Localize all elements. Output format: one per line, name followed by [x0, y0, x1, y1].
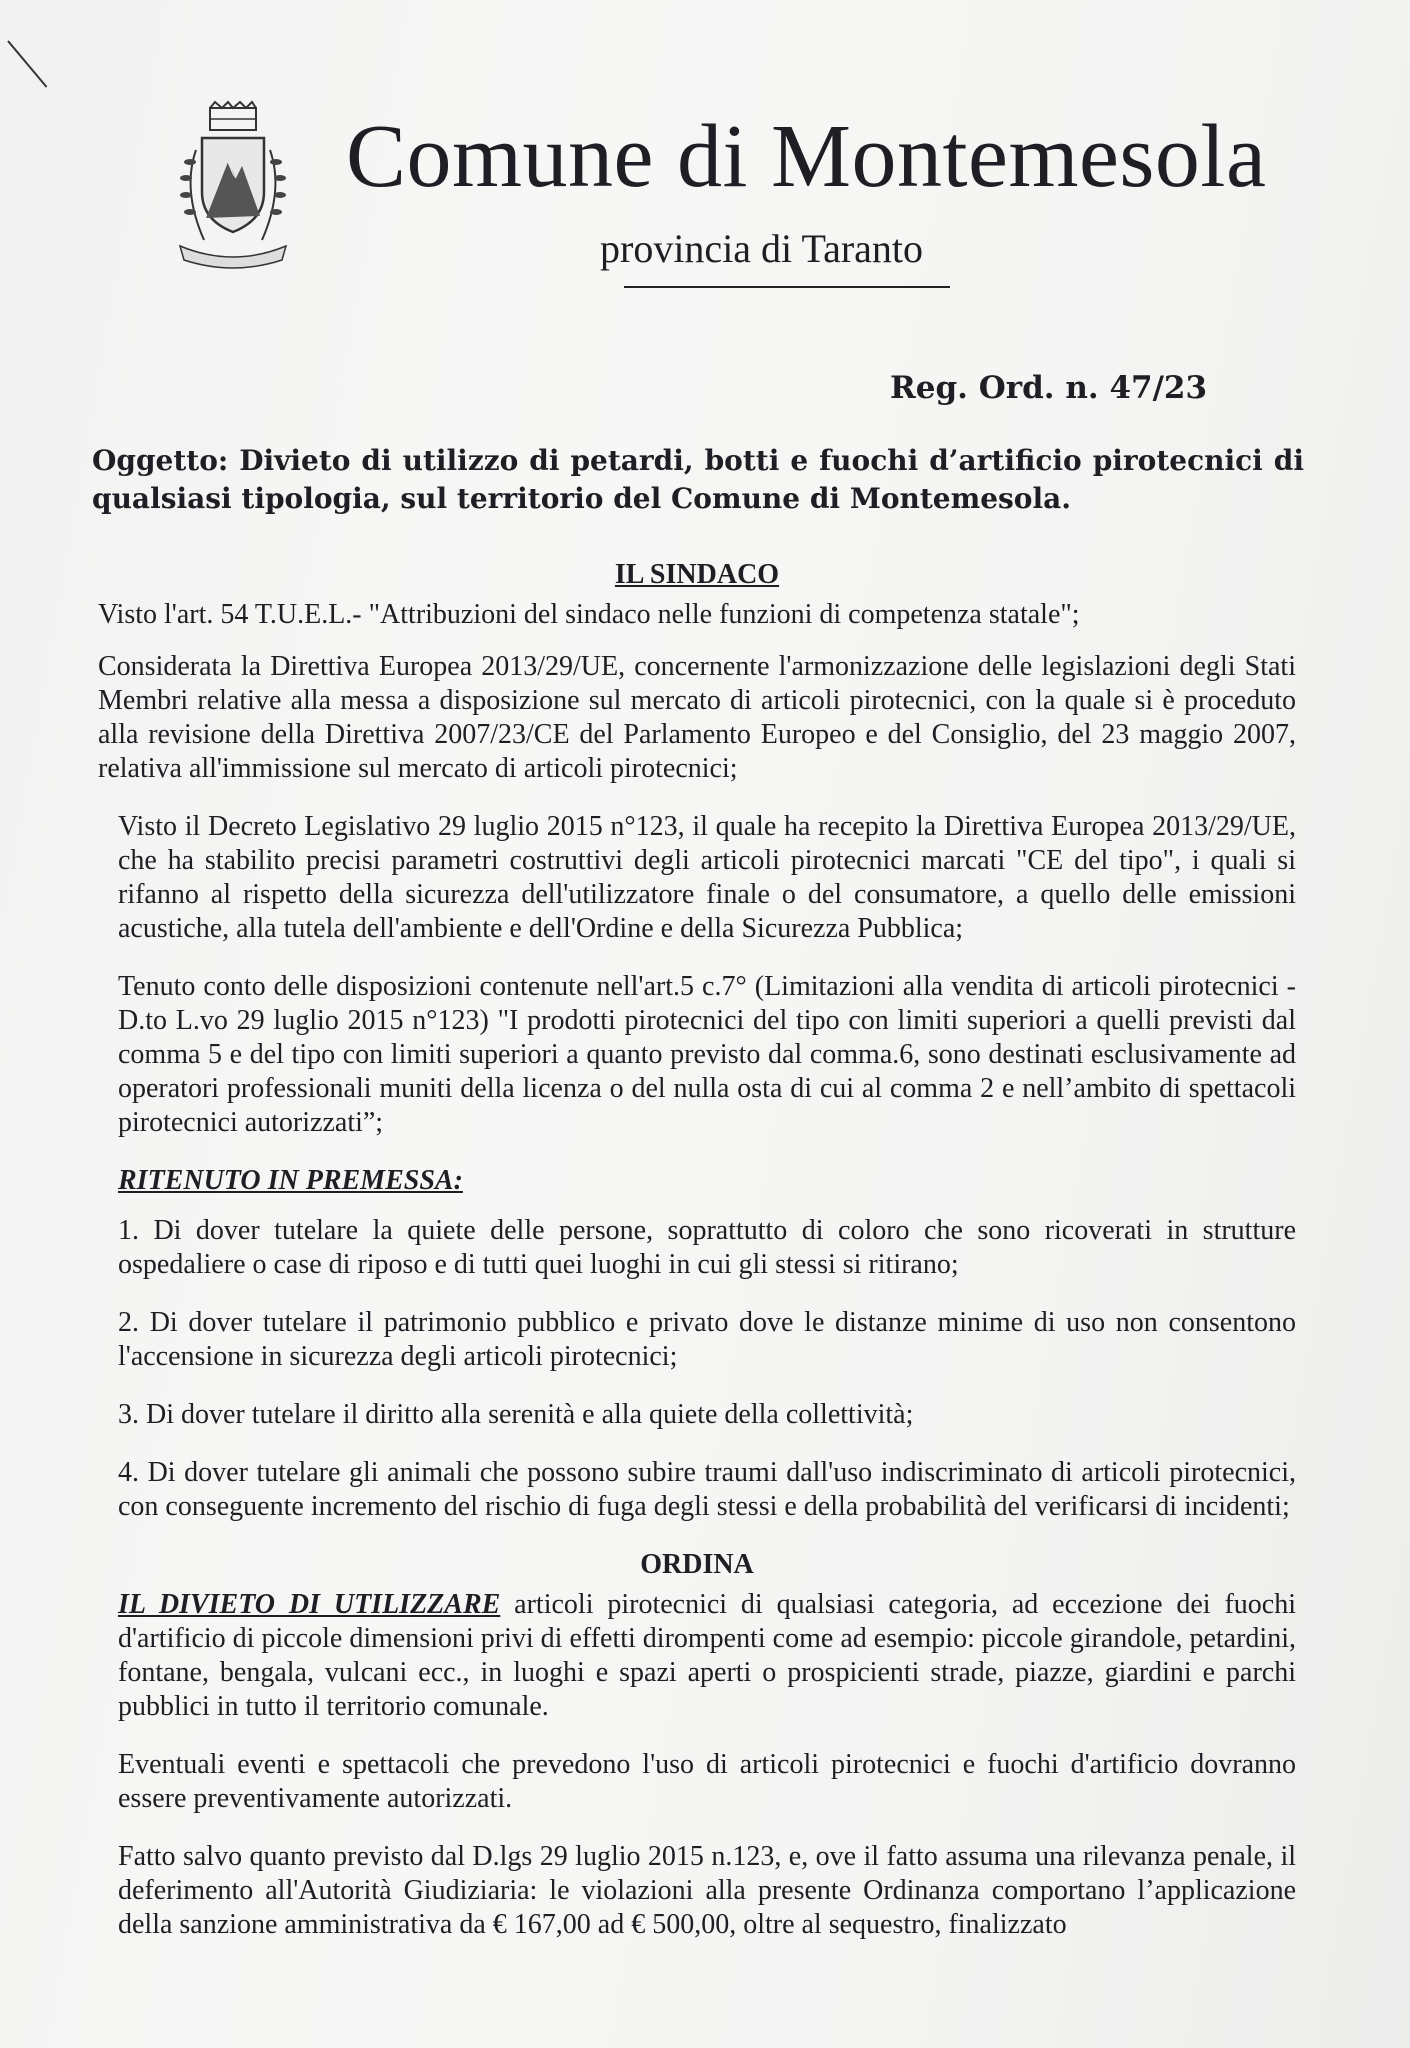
divieto-lead: IL DIVIETO DI UTILIZZARE	[118, 1589, 501, 1620]
province-subtitle: provincia di Taranto	[600, 226, 924, 271]
ordina-heading: ORDINA	[640, 1549, 754, 1580]
divieto-paragraph	[98, 1588, 1296, 1724]
ritenuto-heading: RITENUTO IN PREMESSA:	[118, 1165, 463, 1196]
municipality-title: Comune di Montemesola	[346, 107, 1267, 206]
ordinance-number: Reg. Ord. n. 47/23	[890, 370, 1208, 406]
document-body	[98, 558, 1296, 1966]
municipal-coat-of-arms-icon	[170, 100, 295, 270]
sindaco-heading: IL SINDACO	[614, 559, 780, 590]
sanzione-paragraph: Fatto salvo quanto previsto dal D.lgs 29 luglio 2015 n.123, e, ove il fatto assuma una rilevanza penale, il deferimento all'Autorità Giudiziaria: le violazioni alla presente Ordinanza comportano l’applicazione della sanzione amministrativa da € 167,00 ad € 500,00, oltre al sequestro, finalizzato	[118, 1841, 1296, 1940]
premessa-paragraph: Visto il Decreto Legislativo 29 luglio 2015 n°123, il quale ha recepito la Direttiva Europea 2013/29/UE, che ha stabilito precisi parametri costruttivi degli articoli pirotecnici marcati "CE del tipo", i quali si rifanno al rispetto della sicurezza dell'utilizzatore finale o del consumatore, a quello delle emissioni acustiche, alla tutela dell'ambiente e dell'Ordine e della Sicurezza Pubblica;	[118, 811, 1296, 944]
eventi-paragraph: Eventuali eventi e spettacoli che prevedono l'uso di articoli pirotecnici e fuochi d'artificio dovranno essere preventivamente autorizzati.	[118, 1749, 1296, 1814]
header-divider	[624, 286, 950, 288]
divieto-text: articoli pirotecnici di qualsiasi categoria, ad eccezione dei fuochi d'artificio di piccole dimensioni privi di effetti dirompenti come ad esempio: piccole girandole, petardini, fontane, bengala, vulcani ecc., in luoghi e spazi aperti o prospicienti strade, piazze, giardini e parchi pubblici in tutto il territorio comunale.	[118, 1589, 1296, 1722]
premessa-paragraph: Tenuto conto delle disposizioni contenute nell'art.5 c.7° (Limitazioni alla vendita di articoli pirotecnici - D.to L.vo 29 luglio 2015 n°123) "I prodotti pirotecnici del tipo con limiti superiori a quelli previsti dal comma 5 e del tipo con limiti superiori a quanto previsto dal comma.6, sono destinati esclusivamente ad operatori professionali muniti della licenza o del nulla osta di cui al comma 2 e nell’ambito di spettacoli pirotecnici autorizzati”;	[118, 971, 1296, 1138]
subject-line: Oggetto: Divieto di utilizzo di petardi, botti e fuochi d’artificio pirotecnici di qualsiasi tipologia, sul territorio del Comune di Montemesola.	[92, 444, 1304, 515]
pen-mark	[7, 40, 47, 87]
ritenuto-item: 2. Di dover tutelare il patrimonio pubblico e privato dove le distanze minime di uso non consentono l'accensione in sicurezza degli articoli pirotecnici;	[118, 1307, 1296, 1372]
ritenuto-item: 4. Di dover tutelare gli animali che possono subire traumi dall'uso indiscriminato di articoli pirotecnici, con conseguente incremento del rischio di fuga degli stessi e della probabilità del verificarsi di incidenti;	[118, 1457, 1296, 1522]
ritenuto-item: 1. Di dover tutelare la quiete delle persone, soprattutto di coloro che sono ricoverati in strutture ospedaliere o case di riposo e di tutti quei luoghi in cui gli stessi si ritirano;	[118, 1215, 1296, 1280]
premessa-paragraph: Visto l'art. 54 T.U.E.L.- "Attribuzioni del sindaco nelle funzioni di competenza statale";	[98, 599, 1080, 630]
premessa-paragraph: Considerata la Direttiva Europea 2013/29/UE, concernente l'armonizzazione delle legislazioni degli Stati Membri relative alla messa a disposizione sul mercato di articoli pirotecnici, con la quale si è proceduto alla revisione della Direttiva 2007/23/CE del Parlamento Europeo e del Consiglio, del 23 maggio 2007, relativa all'immissione sul mercato di articoli pirotecnici;	[98, 651, 1296, 784]
ritenuto-item: 3. Di dover tutelare il diritto alla serenità e alla quiete della collettività;	[118, 1399, 914, 1430]
